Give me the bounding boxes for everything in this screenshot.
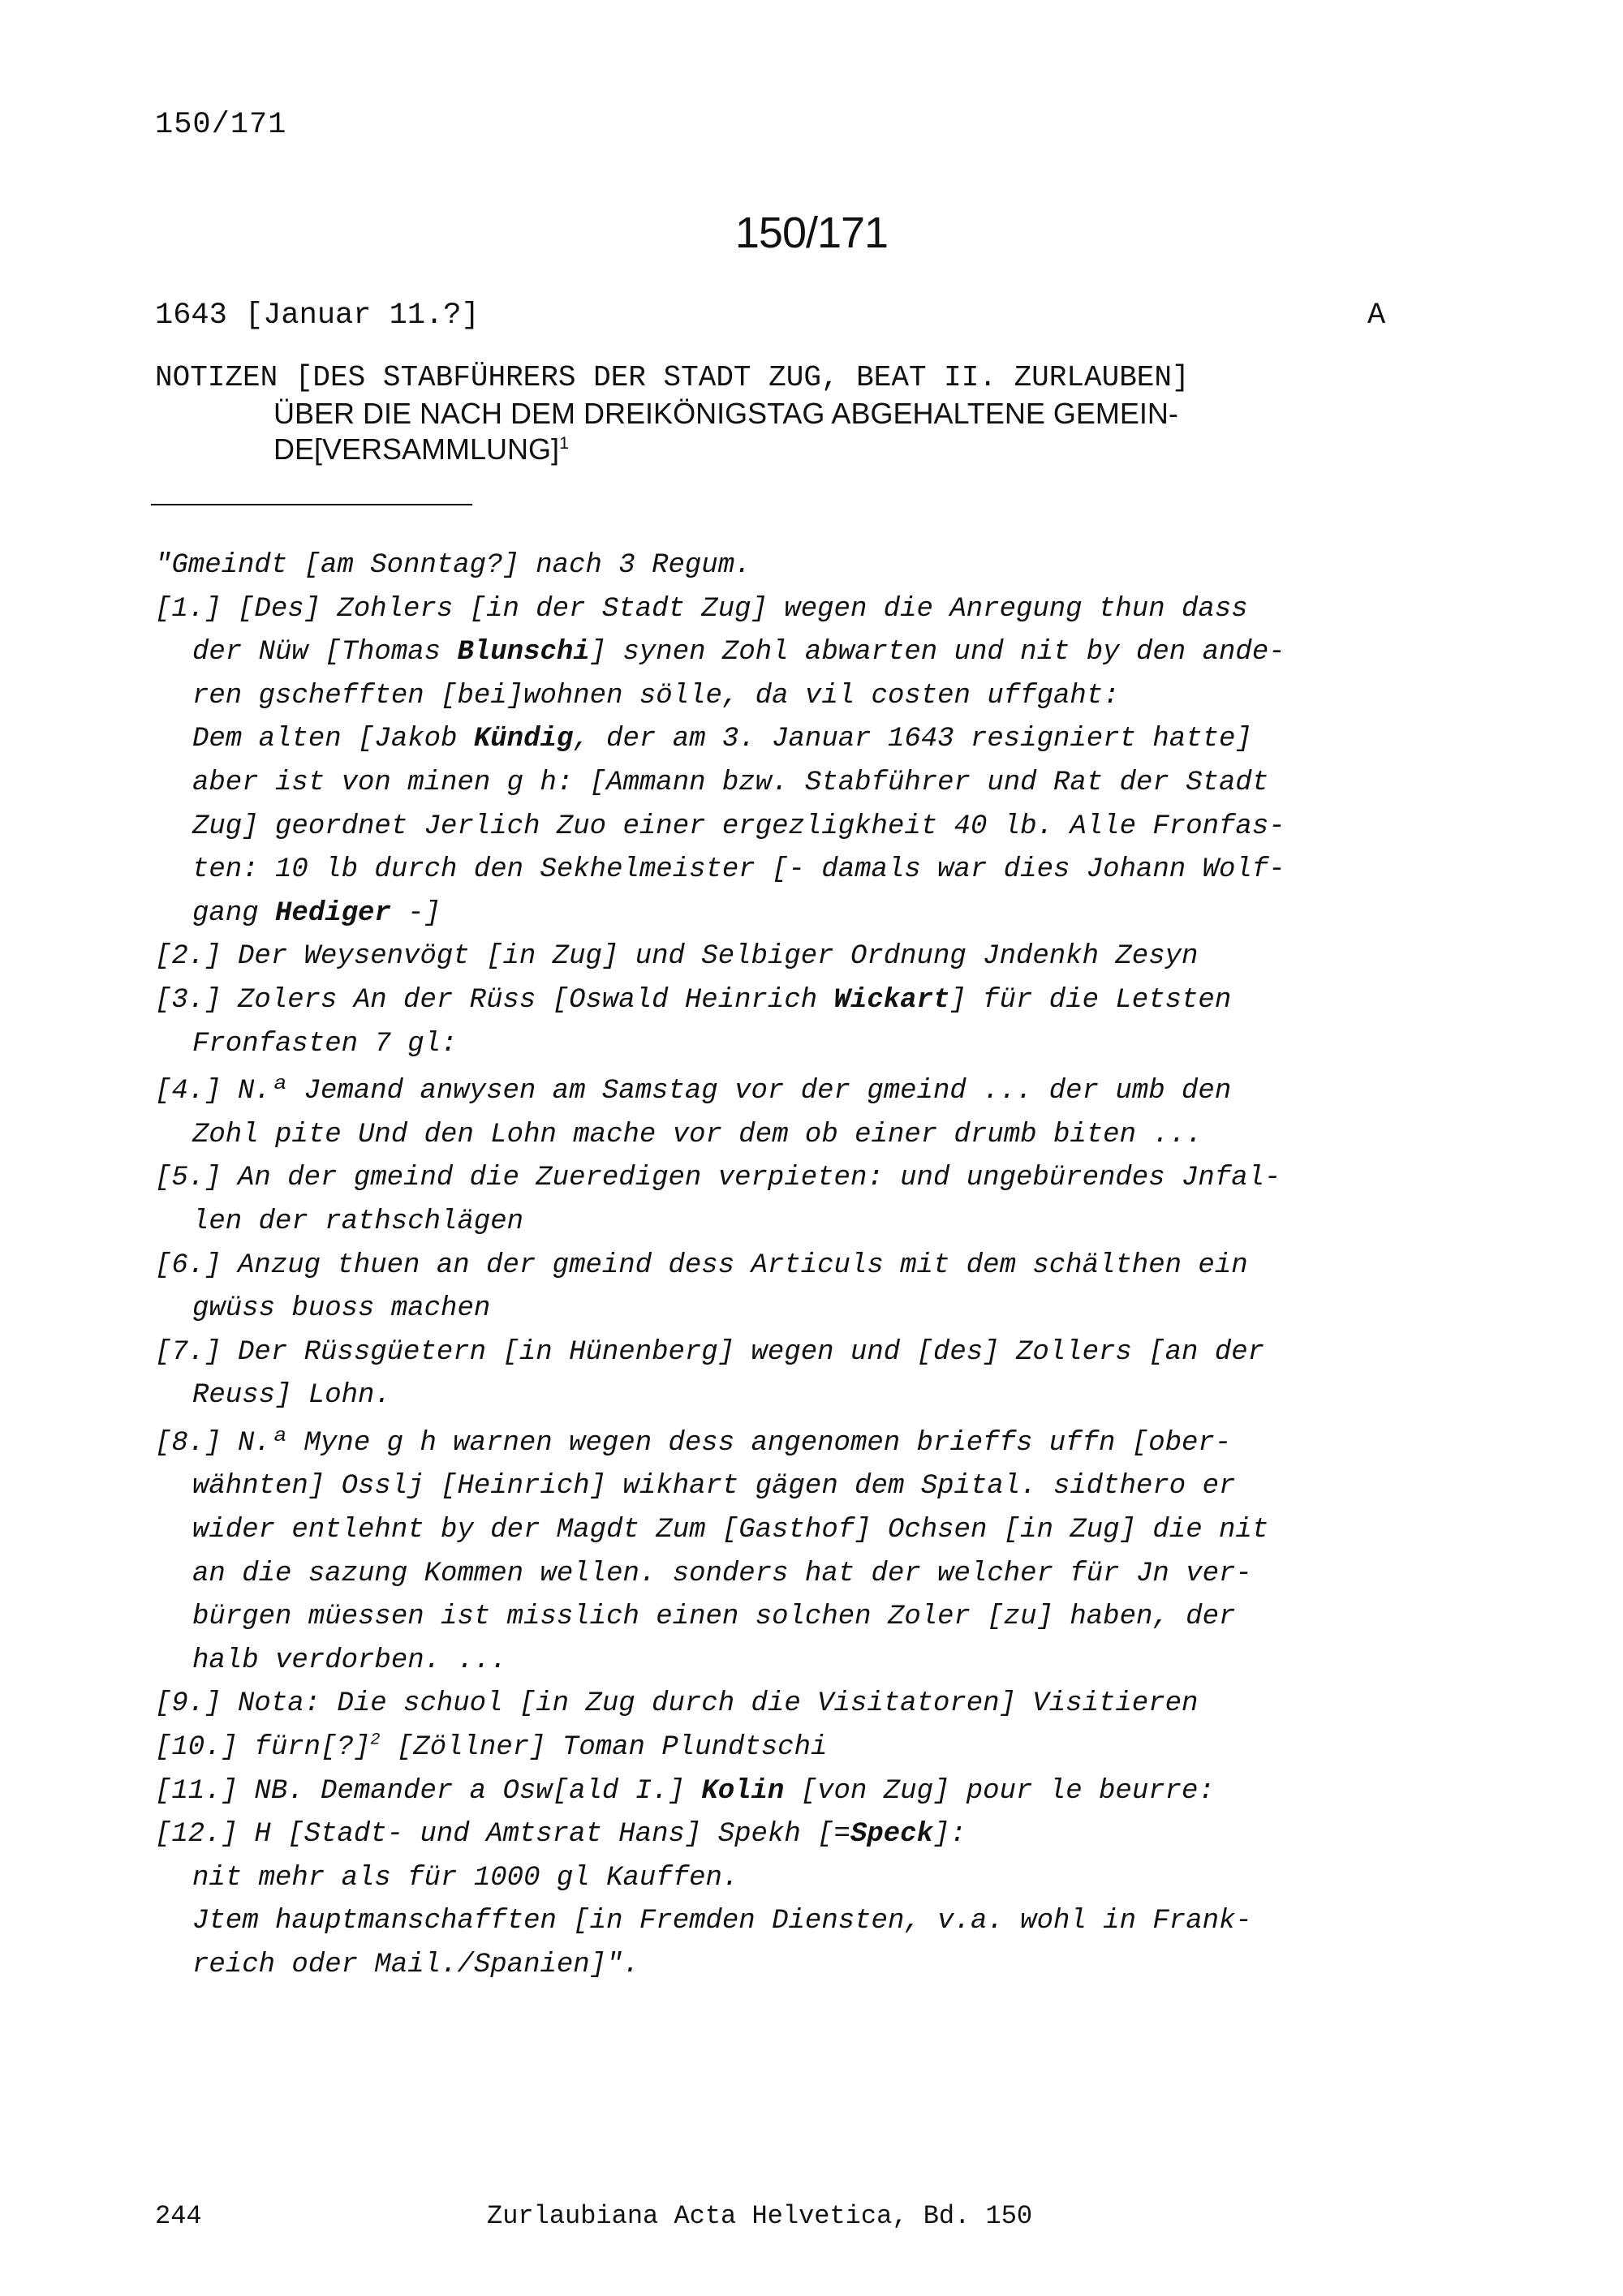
- entry-2: [2.] Der Weysenvögt [in Zug] und Selbiger Ordnung Jndenkh Zesyn: [155, 941, 1199, 973]
- entry-line: [4.] N.ª Jemand anwysen am Samstag vor der gmeind ... der umb den: [155, 1076, 1232, 1107]
- entry-line: [8.] N.ª Myne g h warnen wegen dess angenomen brieffs uffn [ober-: [155, 1427, 1232, 1459]
- text-run: [11.] NB. Demander a Osw[ald I.]: [155, 1775, 702, 1807]
- text-run: ] für die Letsten: [949, 984, 1232, 1016]
- entry-line: [1.] [Des] Zohlers [in der Stadt Zug] wegen die Anregung thun dass: [155, 593, 1248, 625]
- footer-page-number: 244: [155, 2201, 202, 2231]
- entry-4: [155, 1070, 1421, 1157]
- entry-line: ten: 10 lb durch den Sekhelmeister [- damals war dies Johann Wolf-: [192, 854, 1285, 886]
- entry-line: Zohl pite Und den Lohn mache vor dem ob einer drumb biten ...: [192, 1119, 1203, 1150]
- text-run: ] synen Zohl abwarten und nit by den ande-: [589, 637, 1285, 669]
- document-number-title: 150/171: [734, 209, 889, 257]
- entry-line: [7.] Der Rüssgüetern [in Hünenberg] wegen und [des] Zollers [an der: [155, 1336, 1265, 1368]
- entry-7: [155, 1331, 1421, 1418]
- entry-line: wider entlehnt by der Magdt Zum [Gasthof] Ochsen [in Zug] die nit: [192, 1515, 1269, 1546]
- entry-line: Fronfasten 7 gl:: [192, 1028, 458, 1060]
- entry-8: [155, 1422, 1421, 1683]
- footnote-marker: 2: [370, 1731, 381, 1750]
- entry-line: halb verdorben. ...: [192, 1645, 507, 1676]
- text-run: [von Zug] pour le beurre:: [784, 1775, 1215, 1807]
- entry-line: reich oder Mail./Spanien]".: [192, 1950, 639, 1980]
- text-run: -]: [390, 897, 441, 929]
- person-name: Speck: [850, 1819, 933, 1851]
- entry-line: [155, 892, 1421, 936]
- text-run: [Zöllner] Toman Plundtschi: [380, 1732, 828, 1764]
- entry-line: [155, 979, 1421, 1023]
- text-run: der Nüw [Thomas: [192, 637, 458, 669]
- entry-5: [155, 1157, 1421, 1244]
- text-run: gang: [192, 897, 276, 929]
- entry-line: gwüss buoss machen: [192, 1293, 491, 1325]
- entry-3: [155, 979, 1421, 1066]
- entry-1: [155, 588, 1421, 936]
- footnote-separator-rule: [151, 504, 472, 505]
- document-date: 1643 [Januar 11.?]: [155, 299, 480, 333]
- text-run: , der am 3. Januar 1643 resigniert hatte]: [573, 724, 1252, 755]
- person-name: Hediger: [275, 897, 391, 929]
- person-name: Wickart: [833, 984, 950, 1016]
- entry-line: an die sazung Kommen wellen. sonders hat der welcher für Jn ver-: [192, 1558, 1252, 1589]
- text-run: Dem alten [Jakob: [192, 724, 474, 755]
- entry-line: aber ist von minen g h: [Ammann bzw. Stabführer und Rat der Stadt: [192, 767, 1269, 798]
- person-name: Kolin: [701, 1775, 785, 1807]
- entry-6: [155, 1245, 1421, 1331]
- entry-line: len der rathschlägen: [192, 1206, 524, 1237]
- footnote-marker: 1: [559, 432, 570, 453]
- transcript-body: [155, 544, 1421, 1988]
- entry-line: [155, 631, 1421, 675]
- transcript-intro: "Gmeindt [am Sonntag?] nach 3 Regum.: [155, 550, 751, 581]
- entry-12: [155, 1813, 1421, 1987]
- person-name: Kündig: [473, 724, 574, 755]
- entry-line: [155, 718, 1421, 762]
- footer-source-title: Zurlaubiana Acta Helvetica, Bd. 150: [487, 2201, 1033, 2231]
- entry-11: [155, 1770, 1421, 1814]
- heading-line-text: DE[VERSAMMLUNG]: [273, 432, 560, 466]
- person-name: Blunschi: [457, 637, 590, 669]
- heading-line: [155, 432, 1421, 467]
- entry-line: ren gschefften [bei]wohnen sölle, da vil costen uffgaht:: [192, 680, 1120, 712]
- entry-line: [5.] An der gmeind die Zueredigen verpieten: und ungebürendes Jnfal-: [155, 1163, 1281, 1194]
- heading-line: ÜBER DIE NACH DEM DREIKÖNIGSTAG ABGEHALTENE GEMEIN-: [273, 397, 1178, 430]
- entry-line: bürgen müessen ist misslich einen solchen Zoler [zu] haben, der: [192, 1602, 1236, 1633]
- text-run: ]:: [932, 1819, 966, 1851]
- document-classification: A: [1367, 299, 1386, 333]
- text-run: [3.] Zolers An der Rüss [Oswald Heinrich: [155, 984, 834, 1016]
- entry-line: nit mehr als für 1000 gl Kauffen.: [192, 1862, 739, 1894]
- entry-line: [155, 1813, 1421, 1857]
- entry-line: wähnten] Osslj [Heinrich] wikhart gägen dem Spital. sidthero er: [192, 1471, 1236, 1503]
- entry-9: [9.] Nota: Die schuol [in Zug durch die Visitatoren] Visitieren: [155, 1688, 1199, 1720]
- entry-line: Reuss] Lohn.: [192, 1380, 391, 1412]
- entry-line: Zug] geordnet Jerlich Zuo einer ergezligkheit 40 lb. Alle Fronfas-: [192, 810, 1285, 842]
- entry-line: Jtem hauptmanschafften [in Fremden Diensten, v.a. wohl in Frank-: [192, 1906, 1252, 1937]
- entry-line: [6.] Anzug thuen an der gmeind dess Articuls mit dem schälthen ein: [155, 1249, 1248, 1281]
- entry-10: [155, 1726, 1421, 1770]
- text-run: [12.] H [Stadt- und Amtsrat Hans] Spekh [=: [155, 1819, 850, 1851]
- heading-line: NOTIZEN [DES STABFÜHRERS DER STADT ZUG, BEAT II. ZURLAUBEN]: [155, 361, 1190, 394]
- document-heading: [155, 360, 1421, 467]
- text-run: [10.] fürn[?]: [155, 1732, 371, 1764]
- running-head: 150/171: [155, 108, 287, 142]
